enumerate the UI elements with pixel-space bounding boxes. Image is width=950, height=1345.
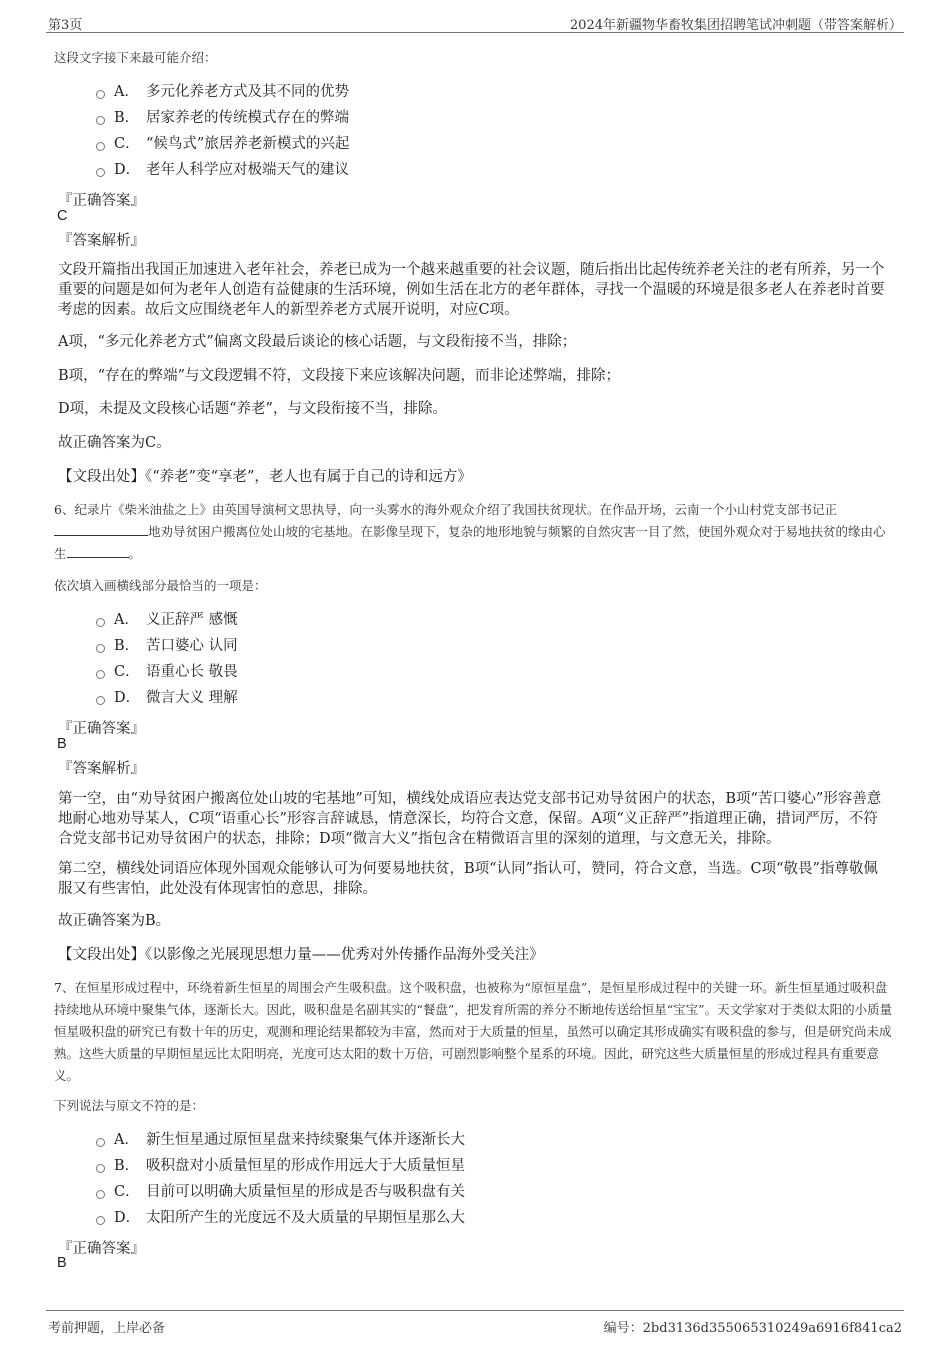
q7-stem: 7、在恒星形成过程中，环绕着新生恒星的周围会产生吸积盘。这个吸积盘，也被称为“原恒星盘”，是恒星形成过程中的关键一环。新生恒星通过吸积盘持续地从环境中聚集气体，逐渐长大。因此，吸积盘是名副其实的“餐盘”，把发育所需的养分不断地传送给恒星“宝宝”。天文学家对于类似太阳的小质量恒星吸积盘的研究已有数十年的历史，观测和理论结果都较为丰富，然而对于大质量的恒星，虽然可以确定其形成确实有吸积盘的参与，但是研究尚未成熟。这些大质量的早期恒星远比太阳明亮，光度可达太阳的数十万倍，可剧烈影响整个星系的环境。因此，研究这些大质量恒星的形成过程具有重要意义。: [54, 980, 893, 1083]
q5-analysis-paragraph: D项，未提及文段核心话题“养老”，与文段衔接不当，排除。: [58, 401, 447, 417]
q5-option-d[interactable]: D． 老年人科学应对极端天气的建议: [96, 158, 349, 182]
q6-analysis-paragraph: 第一空，由“劝导贫困户搬离位处山坡的宅基地”可知，横线处成语应表达党支部书记劝导贫困户的状态，B项“苦口婆心”形容善意地耐心地劝导某人，C项“语重心长”形容言辞诚恳，情意深长，均符合文意，保留。A项“义正辞严”指道理正确，措词严厉，不符合党支部书记劝导贫困户的状态，排除；D项“微言大义”指包含在精微语言里的深刻的道理，与文意无关，排除。: [58, 791, 882, 847]
q6-answer-label: 『正确答案』: [58, 721, 145, 737]
q6-analysis-paragraph: 第二空，横线处词语应体现外国观众能够认可为何要易地扶贫，B项“认同”指认可，赞同，符合文意，当选。C项“敬畏”指尊敬佩服又有些害怕，此处没有体现害怕的意思，排除。: [58, 861, 878, 897]
q5-option-a[interactable]: A． 多元化养老方式及其不同的优势: [96, 80, 349, 104]
q7-option-c[interactable]: C． 目前可以明确大质量恒星的形成是否与吸积盘有关: [96, 1180, 465, 1204]
document-id: 编号：2bd3136d355065310249a6916f841ca2: [603, 1321, 902, 1336]
q5-option-c[interactable]: C． “候鸟式”旅居养老新模式的兴起: [96, 132, 349, 156]
radio-icon[interactable]: [96, 644, 105, 653]
radio-icon[interactable]: [96, 168, 105, 177]
radio-icon[interactable]: [96, 696, 105, 705]
page-number: 第3页: [48, 18, 83, 33]
q5-analysis-label: 『答案解析』: [58, 233, 145, 249]
option-text: 新生恒星通过原恒星盘来持续聚集气体并逐渐长大: [146, 1132, 465, 1148]
q7-answer: B: [57, 1255, 67, 1271]
q6-source: 【文段出处】《以影像之光展现思想力量——优秀对外传播作品海外受关注》: [58, 947, 544, 963]
q6-answer: B: [57, 736, 67, 752]
option-text: 老年人科学应对极端天气的建议: [146, 162, 349, 178]
radio-icon[interactable]: [96, 116, 105, 125]
q7-answer-label: 『正确答案』: [58, 1241, 145, 1257]
radio-icon[interactable]: [96, 1138, 105, 1147]
option-text: 吸积盘对小质量恒星的形成作用远大于大质量恒星: [146, 1158, 465, 1174]
q6-option-b[interactable]: B． 苦口婆心 认同: [96, 634, 238, 658]
q5-prompt: 这段文字接下来最可能介绍：: [54, 50, 217, 65]
q6-option-c[interactable]: C． 语重心长 敬畏: [96, 660, 238, 684]
option-text: 居家养老的传统模式存在的弊端: [146, 110, 349, 126]
q6-option-d[interactable]: D． 微言大义 理解: [96, 686, 238, 710]
option-text: 语重心长 敬畏: [146, 664, 238, 680]
q7-prompt: 下列说法与原文不符的是：: [54, 1098, 205, 1113]
option-text: 多元化养老方式及其不同的优势: [146, 84, 349, 100]
q5-analysis-paragraph: 故正确答案为C。: [58, 435, 171, 451]
q6-stem: 6、纪录片《柴米油盐之上》由英国导演柯文思执导，向一头雾水的海外观众介绍了我国扶贫现状。在作品开场，云南一个小山村党支部书记正地劝导贫困户搬离位处山坡的宅基地。在影像呈现下，复杂的地形地貌与频繁的自然灾害一目了然，使国外观众对于易地扶贫的缘由心生 。: [54, 502, 886, 561]
radio-icon[interactable]: [96, 1190, 105, 1199]
radio-icon[interactable]: [96, 142, 105, 151]
q5-answer-label: 『正确答案』: [58, 193, 145, 209]
radio-icon[interactable]: [96, 90, 105, 99]
q5-analysis-paragraph: A项，“多元化养老方式”偏离文段最后谈论的核心话题，与文段衔接不当，排除；: [58, 334, 577, 350]
document-title: 2024年新疆物华畜牧集团招聘笔试冲刺题（带答案解析）: [569, 18, 902, 33]
q6-analysis-label: 『答案解析』: [58, 761, 145, 777]
radio-icon[interactable]: [96, 670, 105, 679]
q5-source: 【文段出处】《“养老”变“享老”，老人也有属于自己的诗和远方》: [58, 469, 472, 485]
q5-option-b[interactable]: B． 居家养老的传统模式存在的弊端: [96, 106, 349, 130]
option-text: 苦口婆心 认同: [146, 638, 238, 654]
option-text: “候鸟式”旅居养老新模式的兴起: [146, 136, 350, 152]
radio-icon[interactable]: [96, 1164, 105, 1173]
page-footer: [46, 1310, 904, 1337]
option-text: 微言大义 理解: [146, 690, 238, 706]
option-text: 义正辞严 感慨: [146, 612, 238, 628]
q6-option-a[interactable]: A． 义正辞严 感慨: [96, 608, 238, 632]
blank-line: [67, 543, 129, 558]
q7-option-b[interactable]: B． 吸积盘对小质量恒星的形成作用远大于大质量恒星: [96, 1154, 465, 1178]
q7-option-d[interactable]: D． 太阳所产生的光度远不及大质量的早期恒星那么大: [96, 1206, 465, 1230]
blank-line: [54, 521, 148, 536]
q5-analysis-paragraph: B项，“存在的弊端”与文段逻辑不符，文段接下来应该解决问题，而非论述弊端，排除；: [58, 368, 620, 384]
q5-analysis-paragraph: 文段开篇指出我国正加速进入老年社会，养老已成为一个越来越重要的社会议题，随后指出比起传统养老关注的老有所养，另一个重要的问题是如何为老年人创造有益健康的生活环境，例如生活在北方的老年群体，寻找一个温暖的环境是很多老人在养老时首要考虑的因素。故后文应围绕老年人的新型养老方式展开说明，对应C项。: [58, 262, 885, 318]
radio-icon[interactable]: [96, 618, 105, 627]
page-header: [46, 10, 904, 33]
q5-answer: C: [57, 208, 68, 224]
q7-option-a[interactable]: A． 新生恒星通过原恒星盘来持续聚集气体并逐渐长大: [96, 1128, 465, 1152]
radio-icon[interactable]: [96, 1216, 105, 1225]
option-text: 目前可以明确大质量恒星的形成是否与吸积盘有关: [146, 1184, 465, 1200]
option-text: 太阳所产生的光度远不及大质量的早期恒星那么大: [146, 1210, 465, 1226]
q6-prompt: 依次填入画横线部分最恰当的一项是：: [54, 578, 267, 593]
q6-analysis-paragraph: 故正确答案为B。: [58, 913, 171, 929]
footer-slogan: 考前押题，上岸必备: [48, 1321, 166, 1336]
